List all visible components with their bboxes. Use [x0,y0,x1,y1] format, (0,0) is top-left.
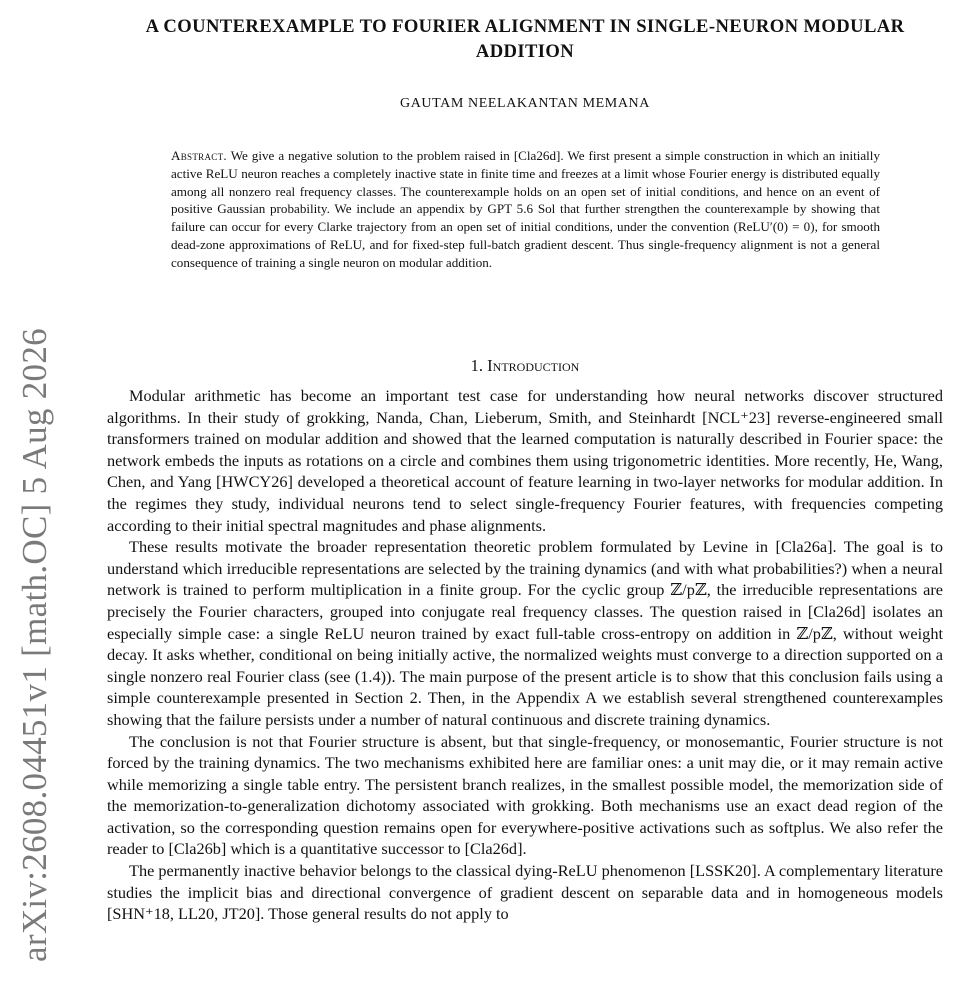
section-number: 1. [470,356,484,375]
abstract-label: Abstract. [171,148,227,163]
paragraph: These results motivate the broader representation theoretic problem formulated by Levine in [Cla26a]. The goal is to understand which irreducible representations are selected by the training dynamics (and with what probabilities?) when a neural network is trained to perform multiplication in a finite group. For the cyclic group ℤ/pℤ, the irreducible representations are precisely the Fourier characters, grouped into conjugate real frequency classes. The question raised in [Cla26d] isolates an especially simple case: a single ReLU neuron trained by exact full-table cross-entropy on addition in ℤ/pℤ, without weight decay. It asks whether, conditional on being initially active, the normalized weights must converge to a direction supported on a single nonzero real Fourier class (see (1.4)). The main purpose of the present article is to show that this conclusion fails using a simple counterexample presented in Section 2. Then, in the Appendix A we establish several strengthened counterexamples showing that the failure persists under a number of natural continuous and discrete training dynamics. [107,537,943,729]
abstract [171,147,880,272]
paper-title: A COUNTEREXAMPLE TO FOURIER ALIGNMENT IN SINGLE-NEURON MODULAR ADDITION [145,16,905,62]
abstract-text: We give a negative solution to the problem raised in [Cla26d]. We first present a simple construction in which an initially active ReLU neuron reaches a completely inactive state in finite time and freezes at a limit whose Fourier energy is distributed equally among all nonzero real frequency classes. The counterexample holds on an open set of initial conditions, and hence on an event of positive Gaussian probability. We include an appendix by GPT 5.6 Sol that further strengthen the counterexample by showing that failure can occur for every Clarke trajectory from an open set of initial conditions, under the convention (ReLU′(0) = 0), for smooth dead-zone approximations of ReLU, and for fixed-step full-batch gradient descent. Thus single-frequency alignment is not a general consequence of training a single neuron on modular addition. [171,148,880,270]
paragraph: The permanently inactive behavior belongs to the classical dying-ReLU phenomenon [LSSK20]. A complementary literature studies the implicit bias and directional convergence of gradient descent on separable data and in homogeneous models [SHN⁺18, LL20, JT20]. Those general results do not apply to [107,861,943,924]
paragraph: Modular arithmetic has become an important test case for understanding how neural networks discover structured algorithms. In their study of grokking, Nanda, Chan, Lieberum, Smith, and Steinhardt [NCL⁺23] reverse-engineered small transformers trained on modular addition and showed that the learned computation is naturally described in Fourier space: the network embeds the inputs as rotations on a circle and combines them using trigonometric identities. More recently, He, Wang, Chen, and Yang [HWCY26] developed a theoretical account of feature learning in two-layer networks for modular addition. In the regimes they study, individual neurons tend to select single-frequency Fourier features, with frequencies competing according to their initial spectral magnitudes and phase alignments. [107,386,943,535]
arxiv-identifier-text: arXiv:2608.04451v1 [math.OC] 5 Aug 2026 [15,328,54,962]
section-heading [100,356,950,376]
author-name: GAUTAM NEELAKANTAN MEMANA [400,96,650,111]
arxiv-identifier [0,0,70,1000]
paragraph: The conclusion is not that Fourier structure is absent, but that single-frequency, or monosemantic, Fourier structure is not forced by the training dynamics. The two mechanisms exhibited here are familiar ones: a unit may die, or it may remain active while memorizing a single table entry. The persistent branch realizes, in the smallest possible model, the memorization side of the memorization-to-generalization dichotomy associated with grokking. Both mechanisms use an exact dead region of the activation, so the corresponding question remains open for everywhere-positive activations such as softplus. We also refer the reader to [Cla26b] which is a quantitative successor to [Cla26d]. [107,731,943,859]
body-text [107,385,943,925]
section-title: Introduction [487,356,580,375]
